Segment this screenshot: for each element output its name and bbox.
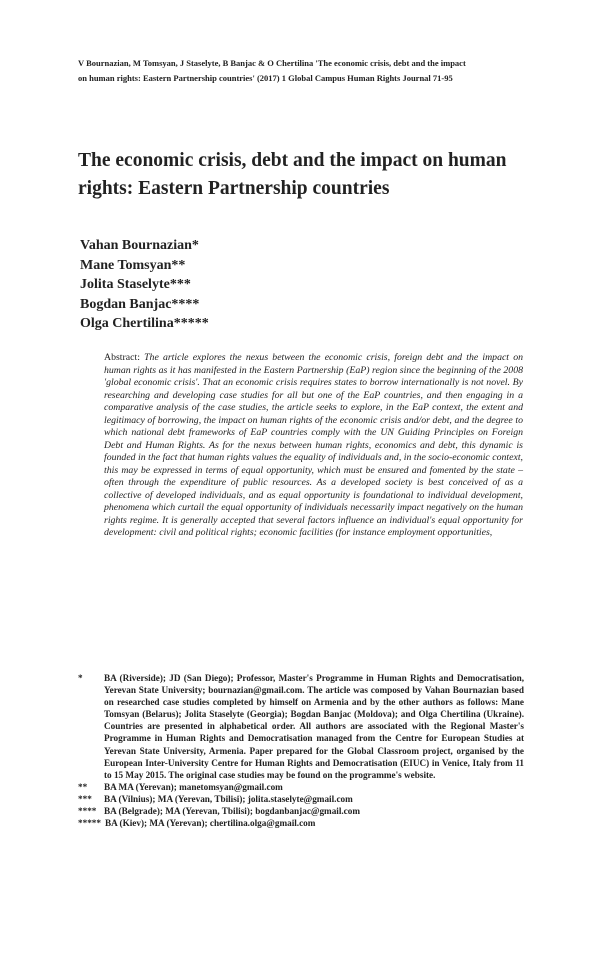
footnote-mark: **** xyxy=(78,806,97,817)
footnote-mark: ***** xyxy=(78,818,101,829)
footnote-text: BA (Kiev); MA (Yerevan); chertilina.olga@gmail.com xyxy=(104,818,316,829)
abstract xyxy=(104,352,523,540)
footnote-text: BA (Vilnius); MA (Yerevan, Tbilisi); jolita.staselyte@gmail.com xyxy=(104,793,353,804)
running-header xyxy=(78,56,518,86)
footnote xyxy=(78,805,524,817)
running-header-line-2: on human rights: Eastern Partnership countries' (2017) 1 Global Campus Human Rights Journal 71-95 xyxy=(78,73,453,83)
footnote-text: BA MA (Yerevan); manetomsyan@gmail.com xyxy=(104,781,283,792)
author-name: Mane Tomsyan** xyxy=(80,257,186,273)
footnote xyxy=(78,672,524,781)
author-list xyxy=(80,236,380,334)
footnote xyxy=(78,781,524,793)
footnote-text: BA (Belgrade); MA (Yerevan, Tbilisi); bogdanbanjac@gmail.com xyxy=(104,806,361,817)
footnote xyxy=(78,817,524,829)
article-title: The economic crisis, debt and the impact on human rights: Eastern Partnership countries xyxy=(78,150,507,199)
author-name: Jolita Staselyte*** xyxy=(80,277,191,292)
running-header-line-1: V Bournazian, M Tomsyan, J Staselyte, B Banjac & O Chertilina 'The economic crisis, debt and the impact xyxy=(78,58,466,68)
author-name: Bogdan Banjac**** xyxy=(80,296,200,312)
footnotes xyxy=(78,672,524,829)
footnote-mark: * xyxy=(78,673,83,683)
footnote xyxy=(78,793,524,805)
author-name: Olga Chertilina***** xyxy=(80,316,209,331)
footnote-text: BA (Riverside); JD (San Diego); Professor, Master's Programme in Human Rights and Democratisation, Yerevan State University; bournazian@gmail.com. The article was composed by Vahan Bournazian based on researched case studies completed by himself on Armenia and by the other authors as follows: Mane Tomsyan (Belarus); Jolita Staselyte (Georgia); Bogdan Banjac (Moldova); and Olga Chertilina (Ukraine). Countries are presented in alphabetical order. All authors are associated with the Regional Master's Programme in Human Rights and Democratisation managed from the Centre for European Studies at Yerevan State University, Armenia. Paper prepared for the Global Classroom project, organised by the European Inter-University Centre for Human Rights and Democratisation (EIUC) in Venice, Italy from 11 to 15 May 2015. The original case studies may be found on the programme's website. xyxy=(104,673,524,780)
footnote-mark: ** xyxy=(78,781,88,792)
footnote-mark: *** xyxy=(78,793,92,804)
abstract-text: The article explores the nexus between the economic crisis, foreign debt and the impact on human rights as it has manifested in the Eastern Partnership (EaP) region since the beginning of the 2008 'global economic crisis'. That an economic crisis requires states to borrow internationally is not novel. By researching and developing case studies for all but one of the EaP countries, and then engaging in a comparative analysis of the case studies, the article seeks to explore, in the EaP context, the extent and legitimacy of borrowing, the impact on human rights of the economic crisis and/or debt, and the degree to which national debt frameworks of EaP countries comply with the UN Guiding Principles on Foreign Debt and Human Rights. As for the nexus between human rights, economics and debt, this dynamic is founded in the fact that human rights values the equality of individuals and, in the socio-economic context, this may be expressed in terms of equal opportunity, which must be ensured and fomented by the state – often through the expenditure of public resources. As a developed society is best conceived of as a collective of developed individuals, and as equal opportunity is foundational to individual development, phenomena which curtail the equal opportunity of individuals necessarily impact negatively on the human rights regime. It is generally accepted that several factors influence an individual's equal opportunity for development: civil and political rights; economic facilities (for instance employment opportunities, xyxy=(104,352,523,538)
abstract-label: Abstract: xyxy=(104,352,140,363)
author-name: Vahan Bournazian* xyxy=(80,238,199,253)
